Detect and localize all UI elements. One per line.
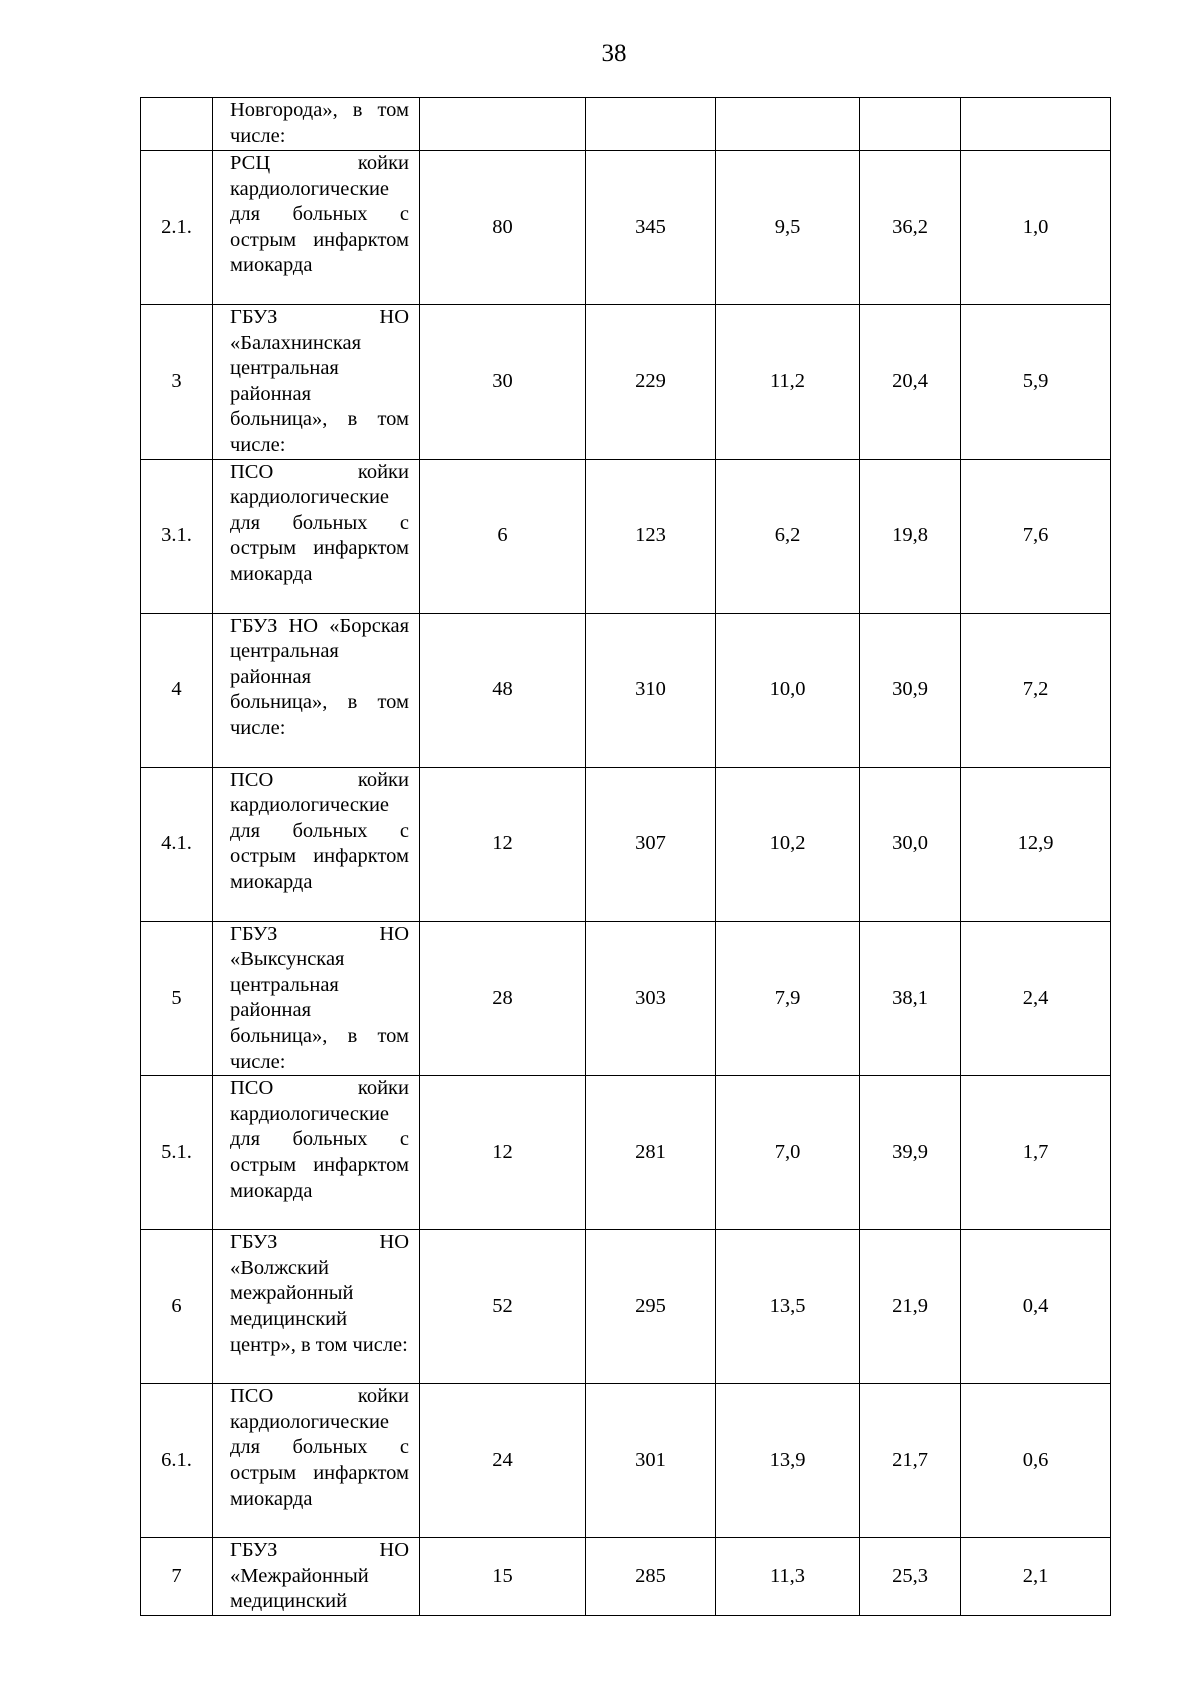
value-cell-1: 52 <box>420 1230 586 1384</box>
value-cell-2: 345 <box>586 151 716 305</box>
table-row <box>141 1384 1111 1538</box>
value-cell-5: 2,4 <box>961 921 1111 1076</box>
institution-name-cell: ПСО койки кардиологические для больных с острым инфарктом миокарда <box>213 1384 420 1538</box>
table-row <box>141 98 1111 151</box>
institution-name-cell: ГБУЗ НО «Волжский межрайонный медицинский центр», в том числе: <box>213 1230 420 1384</box>
table-row <box>141 1076 1111 1230</box>
value-cell-2: 285 <box>586 1538 716 1616</box>
row-number-cell: 4 <box>141 613 213 767</box>
value-cell-2: 123 <box>586 459 716 613</box>
row-number-cell: 5 <box>141 921 213 1076</box>
row-number-cell <box>141 98 213 151</box>
value-cell-3: 10,0 <box>716 613 860 767</box>
value-cell-3: 10,2 <box>716 767 860 921</box>
beds-table <box>140 97 1111 1616</box>
value-cell-2 <box>586 98 716 151</box>
institution-name-cell: ПСО койки кардиологические для больных с острым инфарктом миокарда <box>213 767 420 921</box>
table-row <box>141 613 1111 767</box>
table-row <box>141 1230 1111 1384</box>
institution-name-cell: ПСО койки кардиологические для больных с острым инфарктом миокарда <box>213 1076 420 1230</box>
table-row <box>141 1538 1111 1616</box>
value-cell-1: 6 <box>420 459 586 613</box>
value-cell-4: 39,9 <box>860 1076 961 1230</box>
value-cell-1: 28 <box>420 921 586 1076</box>
value-cell-3: 6,2 <box>716 459 860 613</box>
value-cell-4: 38,1 <box>860 921 961 1076</box>
value-cell-2: 295 <box>586 1230 716 1384</box>
value-cell-3 <box>716 98 860 151</box>
row-number-cell: 3.1. <box>141 459 213 613</box>
value-cell-1: 30 <box>420 305 586 460</box>
institution-name-cell: ГБУЗ НО «Выксунская центральная районная больница», в том числе: <box>213 921 420 1076</box>
row-number-cell: 4.1. <box>141 767 213 921</box>
row-number-cell: 3 <box>141 305 213 460</box>
value-cell-3: 11,2 <box>716 305 860 460</box>
table-row <box>141 921 1111 1076</box>
value-cell-3: 7,9 <box>716 921 860 1076</box>
value-cell-1: 48 <box>420 613 586 767</box>
value-cell-4: 36,2 <box>860 151 961 305</box>
institution-name-cell: ПСО койки кардиологические для больных с острым инфарктом миокарда <box>213 459 420 613</box>
value-cell-4: 21,9 <box>860 1230 961 1384</box>
row-number-cell: 7 <box>141 1538 213 1616</box>
value-cell-3: 7,0 <box>716 1076 860 1230</box>
value-cell-5: 12,9 <box>961 767 1111 921</box>
institution-name-cell: ГБУЗ НО «Борская центральная районная больница», в том числе: <box>213 613 420 767</box>
value-cell-3: 11,3 <box>716 1538 860 1616</box>
page-number: 38 <box>601 40 627 67</box>
value-cell-1: 12 <box>420 1076 586 1230</box>
value-cell-3: 13,9 <box>716 1384 860 1538</box>
value-cell-5: 0,6 <box>961 1384 1111 1538</box>
value-cell-4: 25,3 <box>860 1538 961 1616</box>
value-cell-5: 1,0 <box>961 151 1111 305</box>
institution-name-cell: РСЦ койки кардиологические для больных с острым инфарктом миокарда <box>213 151 420 305</box>
value-cell-4 <box>860 98 961 151</box>
value-cell-4: 19,8 <box>860 459 961 613</box>
value-cell-1: 12 <box>420 767 586 921</box>
value-cell-2: 307 <box>586 767 716 921</box>
value-cell-1: 80 <box>420 151 586 305</box>
table-row <box>141 151 1111 305</box>
row-number-cell: 5.1. <box>141 1076 213 1230</box>
value-cell-5: 7,6 <box>961 459 1111 613</box>
value-cell-5: 0,4 <box>961 1230 1111 1384</box>
institution-name-cell: ГБУЗ НО «Межрайонный медицинский <box>213 1538 420 1616</box>
value-cell-1 <box>420 98 586 151</box>
row-number-cell: 2.1. <box>141 151 213 305</box>
table-row <box>141 305 1111 460</box>
value-cell-5: 7,2 <box>961 613 1111 767</box>
value-cell-4: 30,9 <box>860 613 961 767</box>
value-cell-2: 301 <box>586 1384 716 1538</box>
institution-name-cell: Новгорода», в том числе: <box>213 98 420 151</box>
value-cell-2: 303 <box>586 921 716 1076</box>
value-cell-5: 1,7 <box>961 1076 1111 1230</box>
institution-name-cell: ГБУЗ НО «Балахнинская центральная районная больница», в том числе: <box>213 305 420 460</box>
value-cell-3: 9,5 <box>716 151 860 305</box>
value-cell-1: 24 <box>420 1384 586 1538</box>
value-cell-4: 21,7 <box>860 1384 961 1538</box>
value-cell-5: 5,9 <box>961 305 1111 460</box>
row-number-cell: 6.1. <box>141 1384 213 1538</box>
value-cell-2: 229 <box>586 305 716 460</box>
value-cell-4: 20,4 <box>860 305 961 460</box>
table-row <box>141 459 1111 613</box>
value-cell-5: 2,1 <box>961 1538 1111 1616</box>
value-cell-3: 13,5 <box>716 1230 860 1384</box>
value-cell-2: 281 <box>586 1076 716 1230</box>
value-cell-4: 30,0 <box>860 767 961 921</box>
value-cell-2: 310 <box>586 613 716 767</box>
value-cell-1: 15 <box>420 1538 586 1616</box>
value-cell-5 <box>961 98 1111 151</box>
table-row <box>141 767 1111 921</box>
row-number-cell: 6 <box>141 1230 213 1384</box>
